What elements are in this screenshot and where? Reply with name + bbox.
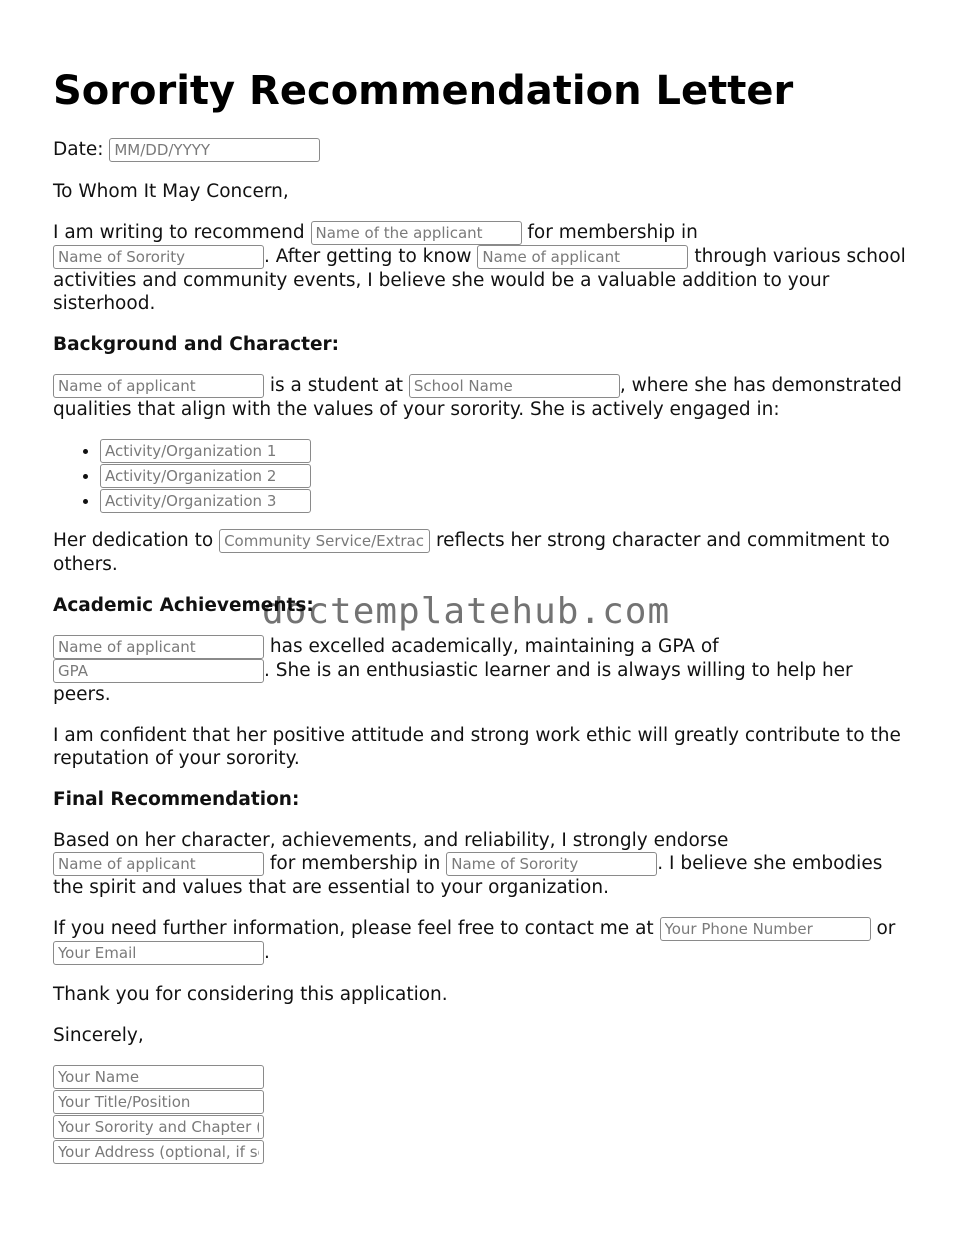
academic-heading: Academic Achievements: (53, 595, 314, 616)
dedication-text-2: reflects her strong character and commitment to others. (53, 530, 890, 575)
activity-input-3[interactable] (100, 489, 311, 513)
phone-input[interactable] (660, 917, 871, 941)
sorority-name-input-1[interactable] (53, 245, 264, 269)
dedication-text-1: Her dedication to (53, 530, 214, 551)
greeting: To Whom It May Concern, (53, 181, 289, 202)
contact-text-2: or (876, 918, 896, 939)
background-text-1: is a student at (269, 375, 403, 396)
background-paragraph (53, 374, 913, 421)
page-title: Sorority Recommendation Letter (53, 68, 794, 114)
applicant-name-input-3[interactable] (53, 374, 264, 398)
applicant-name-input-2[interactable] (477, 245, 688, 269)
community-service-input[interactable] (219, 529, 430, 553)
final-text-1: Based on her character, achievements, and reliability, I strongly endorse (53, 830, 729, 851)
activity-input-1[interactable] (100, 439, 311, 463)
intro-text-4: through various school activities and community events, I believe she would be a valuable addition to your sisterhood. (53, 246, 906, 314)
applicant-name-input-1[interactable] (311, 221, 522, 245)
your-address-input[interactable] (53, 1140, 264, 1164)
your-chapter-input[interactable] (53, 1115, 264, 1139)
date-label: Date: (53, 139, 104, 160)
dedication-paragraph (53, 529, 913, 576)
list-item (100, 464, 913, 488)
contact-paragraph (53, 917, 913, 965)
date-input[interactable] (109, 138, 320, 162)
watermark-text: doctemplatehub.com (262, 591, 671, 632)
academic-paragraph (53, 635, 913, 706)
sorority-name-input-2[interactable] (446, 852, 657, 876)
final-heading: Final Recommendation: (53, 789, 300, 810)
background-text-2: , where she has demonstrated qualities that align with the values of your sorority. She is actively engaged in: (53, 375, 902, 420)
thanks-line: Thank you for considering this application. (53, 984, 448, 1005)
email-input[interactable] (53, 941, 264, 965)
confidence-paragraph: I am confident that her positive attitude and strong work ethic will greatly contribute to the reputation of your sorority. (53, 725, 901, 769)
intro-paragraph (53, 221, 913, 315)
school-name-input[interactable] (409, 374, 620, 398)
academic-text-2: . She is an enthusiastic learner and is always willing to help her peers. (53, 660, 853, 705)
your-title-input[interactable] (53, 1090, 264, 1114)
applicant-name-input-5[interactable] (53, 852, 264, 876)
contact-text-1: If you need further information, please feel free to contact me at (53, 918, 654, 939)
date-line (53, 138, 913, 162)
final-text-2: for membership in (269, 853, 441, 874)
final-paragraph (53, 829, 913, 899)
letter-page (53, 68, 913, 1165)
intro-text-3: . After getting to know (264, 246, 472, 267)
final-text-3: . I believe she embodies the spirit and values that are essential to your organization. (53, 853, 883, 898)
contact-text-3: . (264, 942, 270, 963)
list-item (100, 439, 913, 463)
academic-text-1: has excelled academically, maintaining a GPA of (269, 636, 719, 657)
applicant-name-input-4[interactable] (53, 635, 264, 659)
gpa-input[interactable] (53, 659, 264, 683)
intro-text-1: I am writing to recommend (53, 222, 305, 243)
activity-input-2[interactable] (100, 464, 311, 488)
list-item (100, 489, 913, 513)
background-heading: Background and Character: (53, 334, 340, 355)
your-name-input[interactable] (53, 1065, 264, 1089)
closing-line: Sincerely, (53, 1025, 144, 1046)
intro-text-2: for membership in (527, 222, 698, 243)
activity-list (53, 439, 913, 513)
signature-block (53, 1065, 913, 1164)
